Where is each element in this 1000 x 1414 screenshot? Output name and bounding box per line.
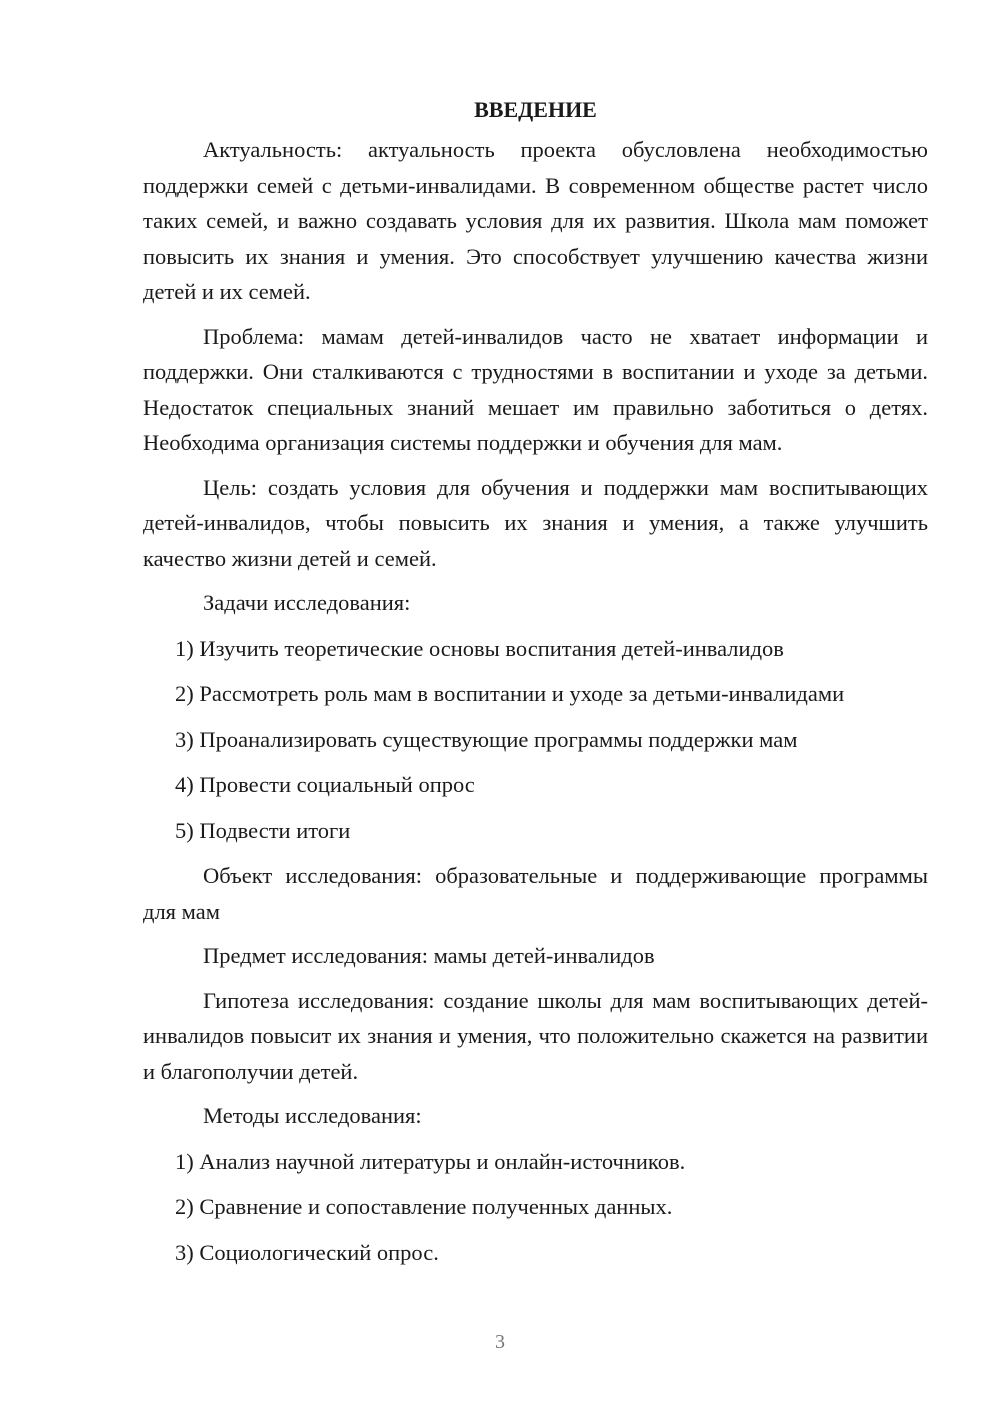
list-item: 2) Сравнение и сопоставление полученных данных.: [175, 1194, 673, 1219]
list-item: 2) Рассмотреть роль мам в воспитании и уходе за детьми-инвалидами: [175, 681, 845, 706]
list-item: 1) Анализ научной литературы и онлайн-источников.: [175, 1148, 686, 1174]
methods-label: Методы исследования:: [203, 1103, 422, 1128]
page-number: 3: [495, 1331, 505, 1353]
problem-paragraph: Проблема: мамам детей-инвалидов часто не хватает информации и поддержки. Они сталкиваются с трудностями в воспитании и уходе за детьми. Недостаток специальных знаний мешает им правильно заботиться о детях. Необходима организация системы поддержки и обучения для мам.: [143, 323, 928, 455]
tasks-list: [143, 631, 928, 849]
goal-paragraph: Цель: создать условия для обучения и поддержки мам воспитывающих детей-инвалидов, чтобы повысить их знания и умения, а также улучшить качество жизни детей и семей.: [143, 474, 928, 571]
subject-paragraph: Предмет исследования: мамы детей-инвалидов: [203, 943, 655, 968]
page-title: ВВЕДЕНИЕ: [474, 97, 597, 122]
list-item: 4) Провести социальный опрос: [175, 772, 475, 797]
list-item: 3) Проанализировать существующие программы поддержки мам: [175, 726, 798, 752]
list-item: 3) Социологический опрос.: [175, 1239, 439, 1265]
object-paragraph: Объект исследования: образовательные и поддерживающие программы для мам: [143, 863, 928, 924]
hypothesis-paragraph: Гипотеза исследования: создание школы для мам воспитывающих детей-инвалидов повысит их знания и умения, что положительно скажется на развитии и благополучии детей.: [143, 987, 928, 1084]
tasks-label: Задачи исследования:: [203, 590, 411, 615]
relevance-paragraph: Актуальность: актуальность проекта обусловлена необходимостью поддержки семей с детьми-инвалидами. В современном обществе растет число таких семей, и важно создавать условия для их развития. Школа мам поможет повысить их знания и умения. Это способствует улучшению качества жизни детей и их семей.: [143, 137, 928, 304]
list-item: 1) Изучить теоретические основы воспитания детей-инвалидов: [175, 635, 784, 661]
document-page: [143, 92, 928, 1280]
methods-list: [143, 1144, 928, 1271]
list-item: 5) Подвести итоги: [175, 817, 351, 843]
